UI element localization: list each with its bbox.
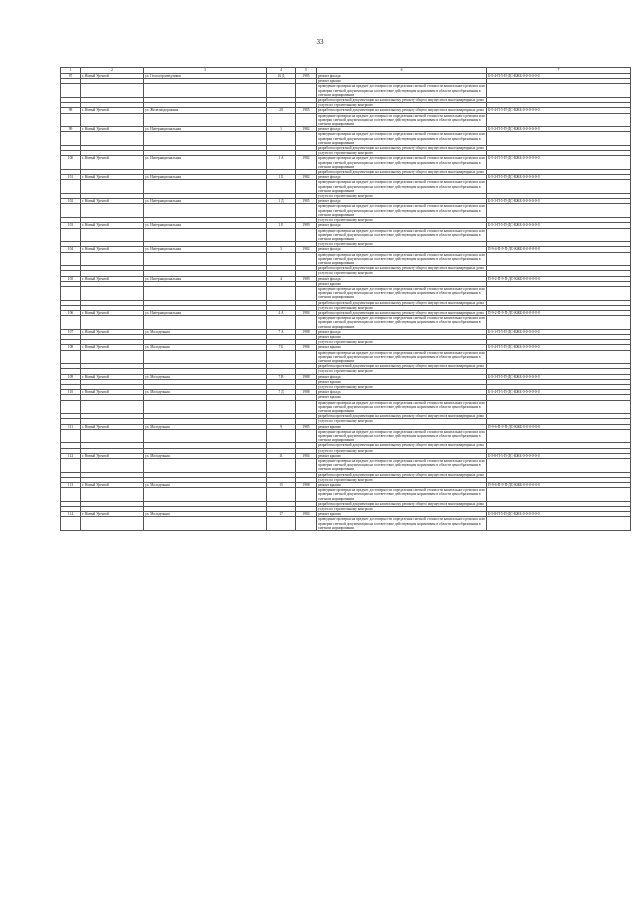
empty-cell xyxy=(267,252,296,266)
work-type-cell: услуги по строительному контролю xyxy=(317,340,487,345)
empty-cell xyxy=(81,252,144,266)
table-row xyxy=(61,286,631,300)
building-code-cell: П-9-2-П-9-П-ДС-КЖБ-0-0-0-0-0-0 xyxy=(487,310,631,315)
house-number-cell: 7 Д xyxy=(267,390,296,395)
work-type-cell: услуги по строительному контролю xyxy=(317,242,487,247)
year-cell: 1984 xyxy=(296,512,317,517)
work-type-cell: проведение проверки на предмет достоверности определения сметной стоимости капитального ремонта или проверки сметной документации на соответствие действующим нормативам в области ценообразования в сметном нормировании xyxy=(318,517,485,530)
empty-cell xyxy=(61,113,81,127)
house-number-cell: 1 xyxy=(267,127,296,132)
street-cell: ул. Молодежная xyxy=(144,512,267,517)
work-type-cell: ремонт крыши xyxy=(317,424,487,429)
city-cell: г. Новый Уренгой xyxy=(81,374,144,379)
building-code-cell: Б-5-1-П-5-П-ДС-КЖБ-0-0-0-0-0-0 xyxy=(487,329,631,334)
table-row xyxy=(61,488,631,502)
house-number-cell: 7 Б xyxy=(267,345,296,350)
building-code-cell: Б-5-8-П-5-П-ДС-КЖБ-0-0-0-0-0-0 xyxy=(487,453,631,458)
building-code-cell xyxy=(487,429,631,443)
empty-cell xyxy=(267,113,296,127)
city-cell: г. Новый Уренгой xyxy=(81,512,144,517)
work-type-cell: услуги по строительному контролю xyxy=(317,218,487,223)
year-cell: 1982 xyxy=(296,156,317,170)
empty-cell xyxy=(144,286,267,300)
street-cell: ул. Интернациональная xyxy=(144,175,267,180)
work-type-cell: услуги по строительному контролю xyxy=(317,477,487,482)
empty-cell xyxy=(144,113,267,127)
building-code-cell: П-9-6-П-9-П-ДС-КЖБ-0-0-0-0-0-0 xyxy=(487,424,631,429)
house-number-cell: 11 xyxy=(267,453,296,458)
work-type-cell: ремонт фасада xyxy=(317,276,487,281)
work-type-cell: проведение проверки на предмет достоверности определения сметной стоимости капитального ремонта или проверки сметной документации на соответствие действующим нормативам в области ценообразования в сметном нормировании xyxy=(318,156,485,169)
empty-cell xyxy=(267,84,296,98)
column-header: 3 xyxy=(144,68,267,74)
record-number: 113 xyxy=(61,483,81,488)
work-type-cell: ремонт крыши xyxy=(317,395,487,400)
record-number: 108 xyxy=(61,345,81,350)
empty-cell xyxy=(81,84,144,98)
building-code-cell: П-9-6-П-9-П-ДС-КЖБ-0-0-0-0-0-0 xyxy=(487,483,631,488)
empty-cell xyxy=(267,180,296,194)
record-number: 100 xyxy=(61,156,81,170)
building-code-cell: Б-5-4-П-5-П-ДС-КЖБ-0-0-0-0-0-0 xyxy=(487,156,631,170)
house-number-cell: 4 xyxy=(267,276,296,281)
work-type-cell: проведение проверки на предмет достоверности определения сметной стоимости капитального ремонта или проверки сметной документации на соответствие действующим нормативам в области ценообразования в сметном нормировании xyxy=(318,252,485,265)
year-cell: 1982 xyxy=(296,127,317,132)
house-number-cell: 1 А xyxy=(267,156,296,170)
table-row xyxy=(61,350,631,364)
empty-cell xyxy=(61,350,81,364)
city-cell: г. Новый Уренгой xyxy=(81,223,144,228)
street-cell: ул. Молодежная xyxy=(144,329,267,334)
work-type-cell: ремонт крыши xyxy=(317,483,487,488)
building-code-cell: Б-5-1-П-5-П-ДС-КЖБ-0-0-0-0-0-0 xyxy=(487,374,631,379)
empty-cell xyxy=(61,316,81,330)
work-type-cell: ремонт крыши xyxy=(317,281,487,286)
empty-cell xyxy=(267,429,296,443)
empty-cell xyxy=(61,180,81,194)
table-row xyxy=(61,132,631,146)
table-row xyxy=(61,517,631,531)
year-cell: 1988 xyxy=(296,329,317,334)
empty-cell xyxy=(296,459,317,473)
empty-cell xyxy=(296,132,317,146)
empty-cell xyxy=(296,517,317,531)
table-row xyxy=(61,252,631,266)
building-code-cell: Б-5-2-П-5-П-ДС-КЖБ-0-0-0-0-0-0 xyxy=(487,127,631,132)
work-type-cell: ремонт фасада xyxy=(317,127,487,132)
work-type-cell: разработка проектной документации на капитальному ремонту общего имущества в многоквартирных дома xyxy=(317,310,487,315)
empty-cell xyxy=(296,204,317,218)
empty-cell xyxy=(267,132,296,146)
work-type-cell: ремонт фасада xyxy=(317,329,487,334)
table-row xyxy=(61,204,631,218)
city-cell: г. Новый Уренгой xyxy=(81,310,144,315)
record-number: 107 xyxy=(61,329,81,334)
year-cell: 1986 xyxy=(296,345,317,350)
work-type-cell: проведение проверки на предмет достоверности определения сметной стоимости капитального ремонта или проверки сметной документации на соответствие действующим нормативам в области ценообразования в сметном нормировании xyxy=(318,132,485,145)
work-type-cell: ремонт крыши xyxy=(317,79,487,84)
city-cell: г. Новый Уренгой xyxy=(81,483,144,488)
year-cell: 1985 xyxy=(296,199,317,204)
column-header: 4 xyxy=(267,68,296,74)
building-code-cell xyxy=(487,204,631,218)
house-number-cell: 17 xyxy=(267,512,296,517)
empty-cell xyxy=(267,400,296,414)
work-type-cell: ремонт фасада xyxy=(317,74,487,79)
empty-cell xyxy=(296,228,317,242)
house-number-cell: 4 А xyxy=(267,310,296,315)
street-cell: ул. Молодежная xyxy=(144,374,267,379)
house-number-cell: 20 xyxy=(267,108,296,113)
year-cell: 1988 xyxy=(296,374,317,379)
building-code-cell: Б-5-4-П-5-П-ДС-КЖБ-0-0-0-0-0-0 xyxy=(487,74,631,79)
empty-cell xyxy=(81,459,144,473)
city-cell: г. Новый Уренгой xyxy=(81,424,144,429)
street-cell: ул. Интернациональная xyxy=(144,310,267,315)
empty-cell xyxy=(61,228,81,242)
building-code-cell: Б-5-8-П-5-П-ДС-КЖБ-0-0-0-0-0-0 xyxy=(487,512,631,517)
empty-cell xyxy=(81,228,144,242)
work-type-cell: разработка проектной документации на капитальному ремонту общего имущества в многоквартирных дома xyxy=(317,266,487,271)
works-register-table xyxy=(60,67,631,531)
city-cell: г. Новый Уренгой xyxy=(81,276,144,281)
empty-cell xyxy=(61,517,81,531)
work-type-cell: ремонт крыши xyxy=(317,379,487,384)
work-type-cell: проведение проверки на предмет достоверности определения сметной стоимости капитального ремонта или проверки сметной документации на соответствие действующим нормативам в области ценообразования в сметном нормировании xyxy=(318,350,485,363)
record-number: 101 xyxy=(61,175,81,180)
empty-cell xyxy=(81,400,144,414)
record-number: 105 xyxy=(61,276,81,281)
work-type-cell: проведение проверки на предмет достоверности определения сметной стоимости капитального ремонта или проверки сметной документации на соответствие действующим нормативам в области ценообразования в сметном нормировании xyxy=(318,400,485,414)
city-cell: г. Новый Уренгой xyxy=(81,247,144,252)
empty-cell xyxy=(81,132,144,146)
table-row xyxy=(61,228,631,242)
column-header: 1 xyxy=(61,68,81,74)
empty-cell xyxy=(296,113,317,127)
work-type-cell: услуги по строительному контролю xyxy=(317,385,487,390)
city-cell: г. Новый Уренгой xyxy=(81,156,144,170)
building-code-cell xyxy=(487,84,631,98)
work-type-cell: разработка проектной документации на капитальному ремонту общего имущества в многоквартирных дома xyxy=(317,501,487,506)
table-row xyxy=(61,84,631,98)
work-type-cell: ремонт фасада xyxy=(317,223,487,228)
empty-cell xyxy=(144,517,267,531)
year-cell: 1988 xyxy=(296,483,317,488)
street-cell: ул. Молодежная xyxy=(144,424,267,429)
house-number-cell: 1 Е xyxy=(267,223,296,228)
column-header: 2 xyxy=(81,68,144,74)
empty-cell xyxy=(144,429,267,443)
work-type-cell: ремонт крыши xyxy=(317,345,487,350)
building-code-cell xyxy=(487,517,631,531)
column-header: 5 xyxy=(296,68,317,74)
city-cell: г. Новый Уренгой xyxy=(81,329,144,334)
empty-cell xyxy=(144,459,267,473)
work-type-cell: ремонт фасада xyxy=(317,199,487,204)
work-type-cell: проведение проверки на предмет достоверности определения сметной стоимости капитального ремонта или проверки сметной документации на соответствие действующим нормативам в области ценообразования в сметном нормировании xyxy=(318,113,485,127)
street-cell: ул. Железнодорожная xyxy=(144,108,267,113)
empty-cell xyxy=(296,252,317,266)
work-type-cell: ремонт фасада xyxy=(317,247,487,252)
column-header: 6 xyxy=(317,68,487,74)
empty-cell xyxy=(61,204,81,218)
table-row xyxy=(61,113,631,127)
building-code-cell: Б-5-4-П-5-П-ДС-КЖБ-0-0-0-0-0-0 xyxy=(487,108,631,113)
empty-cell xyxy=(267,350,296,364)
work-type-cell: разработка проектной документации на капитальному ремонту общего имущества в многоквартирных дома xyxy=(317,170,487,175)
table-row xyxy=(61,156,631,170)
work-type-cell: проведение проверки на предмет достоверности определения сметной стоимости капитального ремонта или проверки сметной документации на соответствие действующим нормативам в области ценообразования в сметном нормировании xyxy=(318,459,485,472)
work-type-cell: разработка проектной документации на капитальному ремонту общего имущества в многоквартирных дома xyxy=(317,108,487,113)
street-cell: ул. Геологоразведчиков xyxy=(144,74,267,79)
empty-cell xyxy=(296,488,317,502)
empty-cell xyxy=(81,113,144,127)
record-number: 112 xyxy=(61,453,81,458)
empty-cell xyxy=(81,180,144,194)
record-number: 98 xyxy=(61,108,81,113)
column-header: 7 xyxy=(487,68,631,74)
empty-cell xyxy=(81,488,144,502)
house-number-cell: 7 В xyxy=(267,374,296,379)
street-cell: ул. Молодежная xyxy=(144,483,267,488)
record-number: 99 xyxy=(61,127,81,132)
empty-cell xyxy=(296,400,317,414)
work-type-cell: разработка проектной документации на капитальному ремонту общего имущества в многоквартирных дома xyxy=(317,98,487,103)
empty-cell xyxy=(144,316,267,330)
empty-cell xyxy=(81,286,144,300)
building-code-cell: Б-5-2-П-5-П-ДС-КЖБ-0-0-0-0-0-0 xyxy=(487,175,631,180)
empty-cell xyxy=(144,180,267,194)
work-type-cell: разработка проектной документации на капитальному ремонту общего имущества в многоквартирных дома xyxy=(317,443,487,448)
empty-cell xyxy=(296,316,317,330)
year-cell: 1985 xyxy=(296,108,317,113)
work-type-cell: проведение проверки на предмет достоверности определения сметной стоимости капитального ремонта или проверки сметной документации на соответствие действующим нормативам в области ценообразования в сметном нормировании xyxy=(318,316,485,329)
work-type-cell: ремонт крыши xyxy=(317,453,487,458)
empty-cell xyxy=(144,400,267,414)
work-type-cell: разработка проектной документации на капитальному ремонту общего имущества в многоквартирных дома xyxy=(317,414,487,419)
empty-cell xyxy=(61,459,81,473)
work-type-cell: услуги по строительному контролю xyxy=(317,448,487,453)
page-number: 33 xyxy=(316,38,324,46)
empty-cell xyxy=(61,132,81,146)
work-type-cell: проведение проверки на предмет достоверности определения сметной стоимости капитального ремонта или проверки сметной документации на соответствие действующим нормативам в области ценообразования в сметном нормировании xyxy=(318,228,485,241)
building-code-cell xyxy=(487,228,631,242)
street-cell: ул. Интернациональная xyxy=(144,199,267,204)
building-code-cell xyxy=(487,286,631,300)
building-code-cell xyxy=(487,132,631,146)
record-number: 102 xyxy=(61,199,81,204)
record-number: 111 xyxy=(61,424,81,429)
empty-cell xyxy=(144,252,267,266)
house-number-cell: 1 Д xyxy=(267,199,296,204)
work-type-cell: услуги по строительному контролю xyxy=(317,103,487,108)
empty-cell xyxy=(296,429,317,443)
year-cell: 1988 xyxy=(296,390,317,395)
street-cell: ул. Интернациональная xyxy=(144,127,267,132)
work-type-cell: разработка проектной документации на капитальному ремонту общего имущества в многоквартирных дома xyxy=(317,146,487,151)
empty-cell xyxy=(267,316,296,330)
house-number-cell: 3 xyxy=(267,247,296,252)
table-row xyxy=(61,429,631,443)
street-cell: ул. Интернациональная xyxy=(144,156,267,170)
table-row xyxy=(61,400,631,414)
empty-cell xyxy=(296,180,317,194)
empty-cell xyxy=(61,400,81,414)
building-code-cell xyxy=(487,459,631,473)
record-number: 110 xyxy=(61,390,81,395)
record-number: 104 xyxy=(61,247,81,252)
work-type-cell: проведение проверки на предмет достоверности определения сметной стоимости капитального ремонта или проверки сметной документации на соответствие действующим нормативам в области ценообразования в сметном нормировании xyxy=(318,429,485,443)
empty-cell xyxy=(144,228,267,242)
work-type-cell: разработка проектной документации на капитальному ремонту общего имущества в многоквартирных дома xyxy=(317,472,487,477)
work-type-cell: ремонт фасада xyxy=(317,175,487,180)
street-cell: ул. Молодежная xyxy=(144,453,267,458)
house-number-cell: 1 Б xyxy=(267,175,296,180)
empty-cell xyxy=(267,488,296,502)
empty-cell xyxy=(296,286,317,300)
work-type-cell: проведение проверки на предмет достоверности определения сметной стоимости капитального ремонта или проверки сметной документации на соответствие действующим нормативам в области ценообразования в сметном нормировании xyxy=(318,286,485,300)
empty-cell xyxy=(61,84,81,98)
work-type-cell: ремонт крыши xyxy=(317,512,487,517)
building-code-cell xyxy=(487,400,631,414)
building-code-cell xyxy=(487,113,631,127)
city-cell: г. Новый Уренгой xyxy=(81,199,144,204)
city-cell: г. Новый Уренгой xyxy=(81,390,144,395)
street-cell: ул. Интернациональная xyxy=(144,276,267,281)
work-type-cell: ремонт крыши xyxy=(317,334,487,339)
building-code-cell: Б-5-4-П-5-П-ДС-КЖБ-0-0-0-0-0-0 xyxy=(487,390,631,395)
city-cell: г. Новый Уренгой xyxy=(81,74,144,79)
year-cell: 1989 xyxy=(296,223,317,228)
work-type-cell: услуги по строительному контролю xyxy=(317,151,487,156)
street-cell: ул. Интернациональная xyxy=(144,247,267,252)
empty-cell xyxy=(267,204,296,218)
record-number: 103 xyxy=(61,223,81,228)
work-type-cell: услуги по строительному контролю xyxy=(317,419,487,424)
year-cell: 1985 xyxy=(296,424,317,429)
year-cell: 1985 xyxy=(296,74,317,79)
empty-cell xyxy=(267,228,296,242)
work-type-cell: услуги по строительному контролю xyxy=(317,305,487,310)
empty-cell xyxy=(61,488,81,502)
table-row xyxy=(61,316,631,330)
empty-cell xyxy=(267,459,296,473)
empty-cell xyxy=(81,350,144,364)
empty-cell xyxy=(81,204,144,218)
empty-cell xyxy=(144,204,267,218)
work-type-cell: проведение проверки на предмет достоверности определения сметной стоимости капитального ремонта или проверки сметной документации на соответствие действующим нормативам в области ценообразования в сметном нормировании xyxy=(318,84,485,97)
building-code-cell xyxy=(487,316,631,330)
city-cell: г. Новый Уренгой xyxy=(81,345,144,350)
work-type-cell: разработка проектной документации на капитальному ремонту общего имущества в многоквартирных дома xyxy=(317,364,487,369)
street-cell: ул. Молодежная xyxy=(144,390,267,395)
work-type-cell: ремонт фасада xyxy=(317,390,487,395)
empty-cell xyxy=(144,84,267,98)
work-type-cell: услуги по строительному контролю xyxy=(317,507,487,512)
work-type-cell: услуги по строительному контролю xyxy=(317,194,487,199)
empty-cell xyxy=(296,350,317,364)
empty-cell xyxy=(81,316,144,330)
house-number-cell: 7 А xyxy=(267,329,296,334)
street-cell: ул. Интернациональная xyxy=(144,223,267,228)
empty-cell xyxy=(144,132,267,146)
building-code-cell xyxy=(487,180,631,194)
record-number: 109 xyxy=(61,374,81,379)
work-type-cell: проведение проверки на предмет достоверности определения сметной стоимости капитального ремонта или проверки сметной документации на соответствие действующим нормативам в области ценообразования в сметном нормировании xyxy=(318,180,485,193)
building-code-cell xyxy=(487,350,631,364)
street-cell: ул. Молодежная xyxy=(144,345,267,350)
empty-cell xyxy=(61,252,81,266)
record-number: 97 xyxy=(61,74,81,79)
empty-cell xyxy=(144,488,267,502)
building-code-cell: Б-5-1-П-5-П-ДС-КЖБ-0-0-0-0-0-0 xyxy=(487,223,631,228)
year-cell: 1984 xyxy=(296,310,317,315)
empty-cell xyxy=(81,517,144,531)
building-code-cell: Б-5-4-П-5-П-ДС-КЖБ-0-0-0-0-0-0 xyxy=(487,345,631,350)
table-body xyxy=(61,74,631,531)
work-type-cell: проведение проверки на предмет достоверности определения сметной стоимости капитального ремонта или проверки сметной документации на соответствие действующим нормативам в области ценообразования в сметном нормировании xyxy=(318,488,485,501)
record-number: 106 xyxy=(61,310,81,315)
work-type-cell: услуги по строительному контролю xyxy=(317,271,487,276)
building-code-cell: П-9-2-П-9-П-ДС-КЖБ-0-0-0-0-0-0 xyxy=(487,276,631,281)
city-cell: г. Новый Уренгой xyxy=(81,453,144,458)
building-code-cell: П-9-4-П-9-П-ДС-КЖБ-0-0-0-0-0-0 xyxy=(487,247,631,252)
city-cell: г. Новый Уренгой xyxy=(81,175,144,180)
empty-cell xyxy=(296,84,317,98)
work-type-cell: ремонт фасада xyxy=(317,374,487,379)
work-type-cell: разработка проектной документации на капитальному ремонту общего имущества в многоквартирных дома xyxy=(317,300,487,305)
house-number-cell: 9 xyxy=(267,424,296,429)
work-type-cell: проведение проверки на предмет достоверности определения сметной стоимости капитального ремонта или проверки сметной документации на соответствие действующим нормативам в области ценообразования в сметном нормировании xyxy=(318,204,485,217)
city-cell: г. Новый Уренгой xyxy=(81,108,144,113)
year-cell: 1982 xyxy=(296,175,317,180)
empty-cell xyxy=(81,429,144,443)
year-cell: 1984 xyxy=(296,453,317,458)
building-code-cell xyxy=(487,252,631,266)
building-code-cell: Б-5-1-П-5-П-ДС-КЖБ-0-0-0-0-0-0 xyxy=(487,199,631,204)
table-row xyxy=(61,459,631,473)
empty-cell xyxy=(144,350,267,364)
work-type-cell: услуги по строительному контролю xyxy=(317,369,487,374)
table-row xyxy=(61,180,631,194)
record-number: 114 xyxy=(61,512,81,517)
empty-cell xyxy=(267,286,296,300)
empty-cell xyxy=(267,517,296,531)
empty-cell xyxy=(61,286,81,300)
year-cell: 1982 xyxy=(296,247,317,252)
city-cell: г. Новый Уренгой xyxy=(81,127,144,132)
empty-cell xyxy=(61,429,81,443)
building-code-cell xyxy=(487,488,631,502)
year-cell: 1989 xyxy=(296,276,317,281)
house-number-cell: 15 xyxy=(267,483,296,488)
house-number-cell: 16 Д xyxy=(267,74,296,79)
